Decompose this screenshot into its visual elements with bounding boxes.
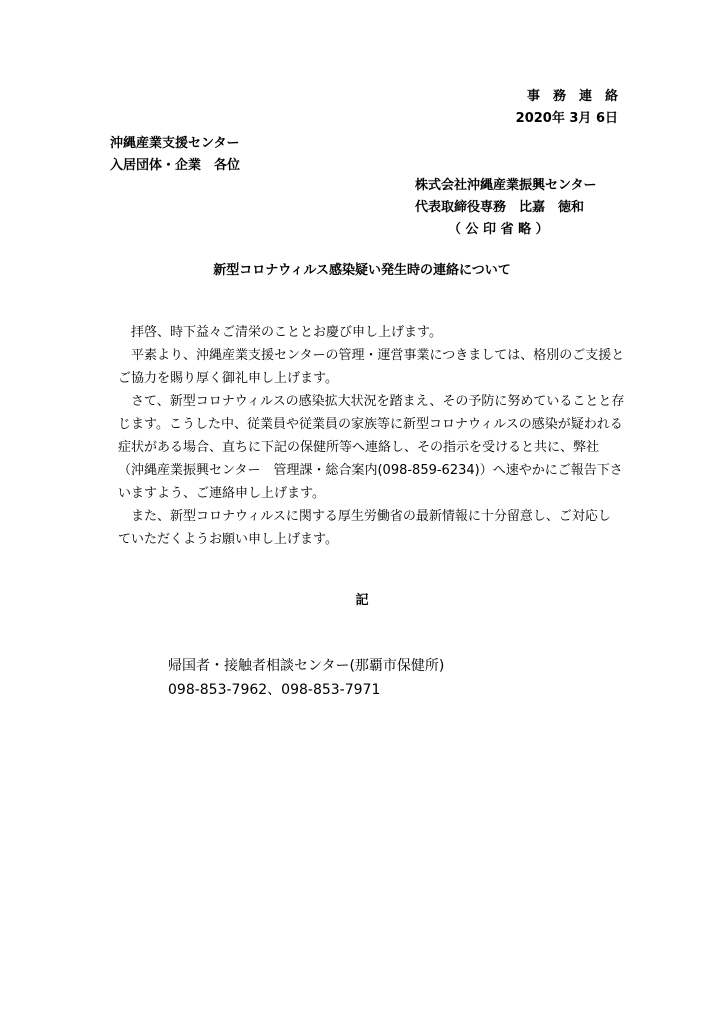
sender-representative: 代表取締役専務 比嘉 徳和 (415, 200, 585, 215)
body-line: 拝啓、時下益々ご清栄のこととお慶び申し上げます。 (118, 325, 442, 340)
body-line: ご協力を賜り厚く御礼申し上げます。 (118, 371, 338, 386)
document-title: 新型コロナウィルス感染疑い発生時の連絡について (213, 263, 511, 278)
body-line: 平素より、沖縄産業支援センターの管理・運営事業につきましては、格別のご支援と (118, 348, 625, 363)
contact-center-name: 帰国者・接触者相談センター(那覇市保健所) (168, 658, 445, 674)
body-line: ていただくようお願い申し上げます。 (118, 532, 338, 547)
contact-phone-numbers: 098-853-7962、098-853-7971 (168, 682, 381, 698)
document-date: 2020年 3月 6日 (515, 111, 618, 126)
body-line: じます。こうした中、従業員や従業員の家族等に新型コロナウィルスの感染が疑われる (118, 417, 623, 432)
body-line: さて、新型コロナウィルスの感染拡大状況を踏まえ、その予防に努めていることと存 (118, 394, 625, 409)
body-line: 症状がある場合、直ちに下記の保健所等へ連絡し、その指示を受けると共に、弊社 (118, 440, 600, 455)
note-mark: 記 (355, 593, 369, 608)
recipient-line-2: 入居団体・企業 各位 (110, 158, 241, 173)
body-line: また、新型コロナウィルスに関する厚生労働省の最新情報に十分留意し、ご対応し (118, 509, 611, 524)
recipient-line-1: 沖縄産業支援センター (110, 136, 240, 151)
sender-company: 株式会社沖縄産業振興センター (415, 178, 597, 193)
body-line: （沖縄産業振興センター 管理課・総合案内(098-859-6234)）へ速やかにご報告下さ (118, 463, 623, 478)
seal-omitted-note: （ 公 印 省 略 ） (448, 222, 549, 237)
memo-type-label: 事 務 連 絡 (526, 89, 618, 104)
body-line: いますよう、ご連絡申し上げます。 (118, 486, 325, 501)
